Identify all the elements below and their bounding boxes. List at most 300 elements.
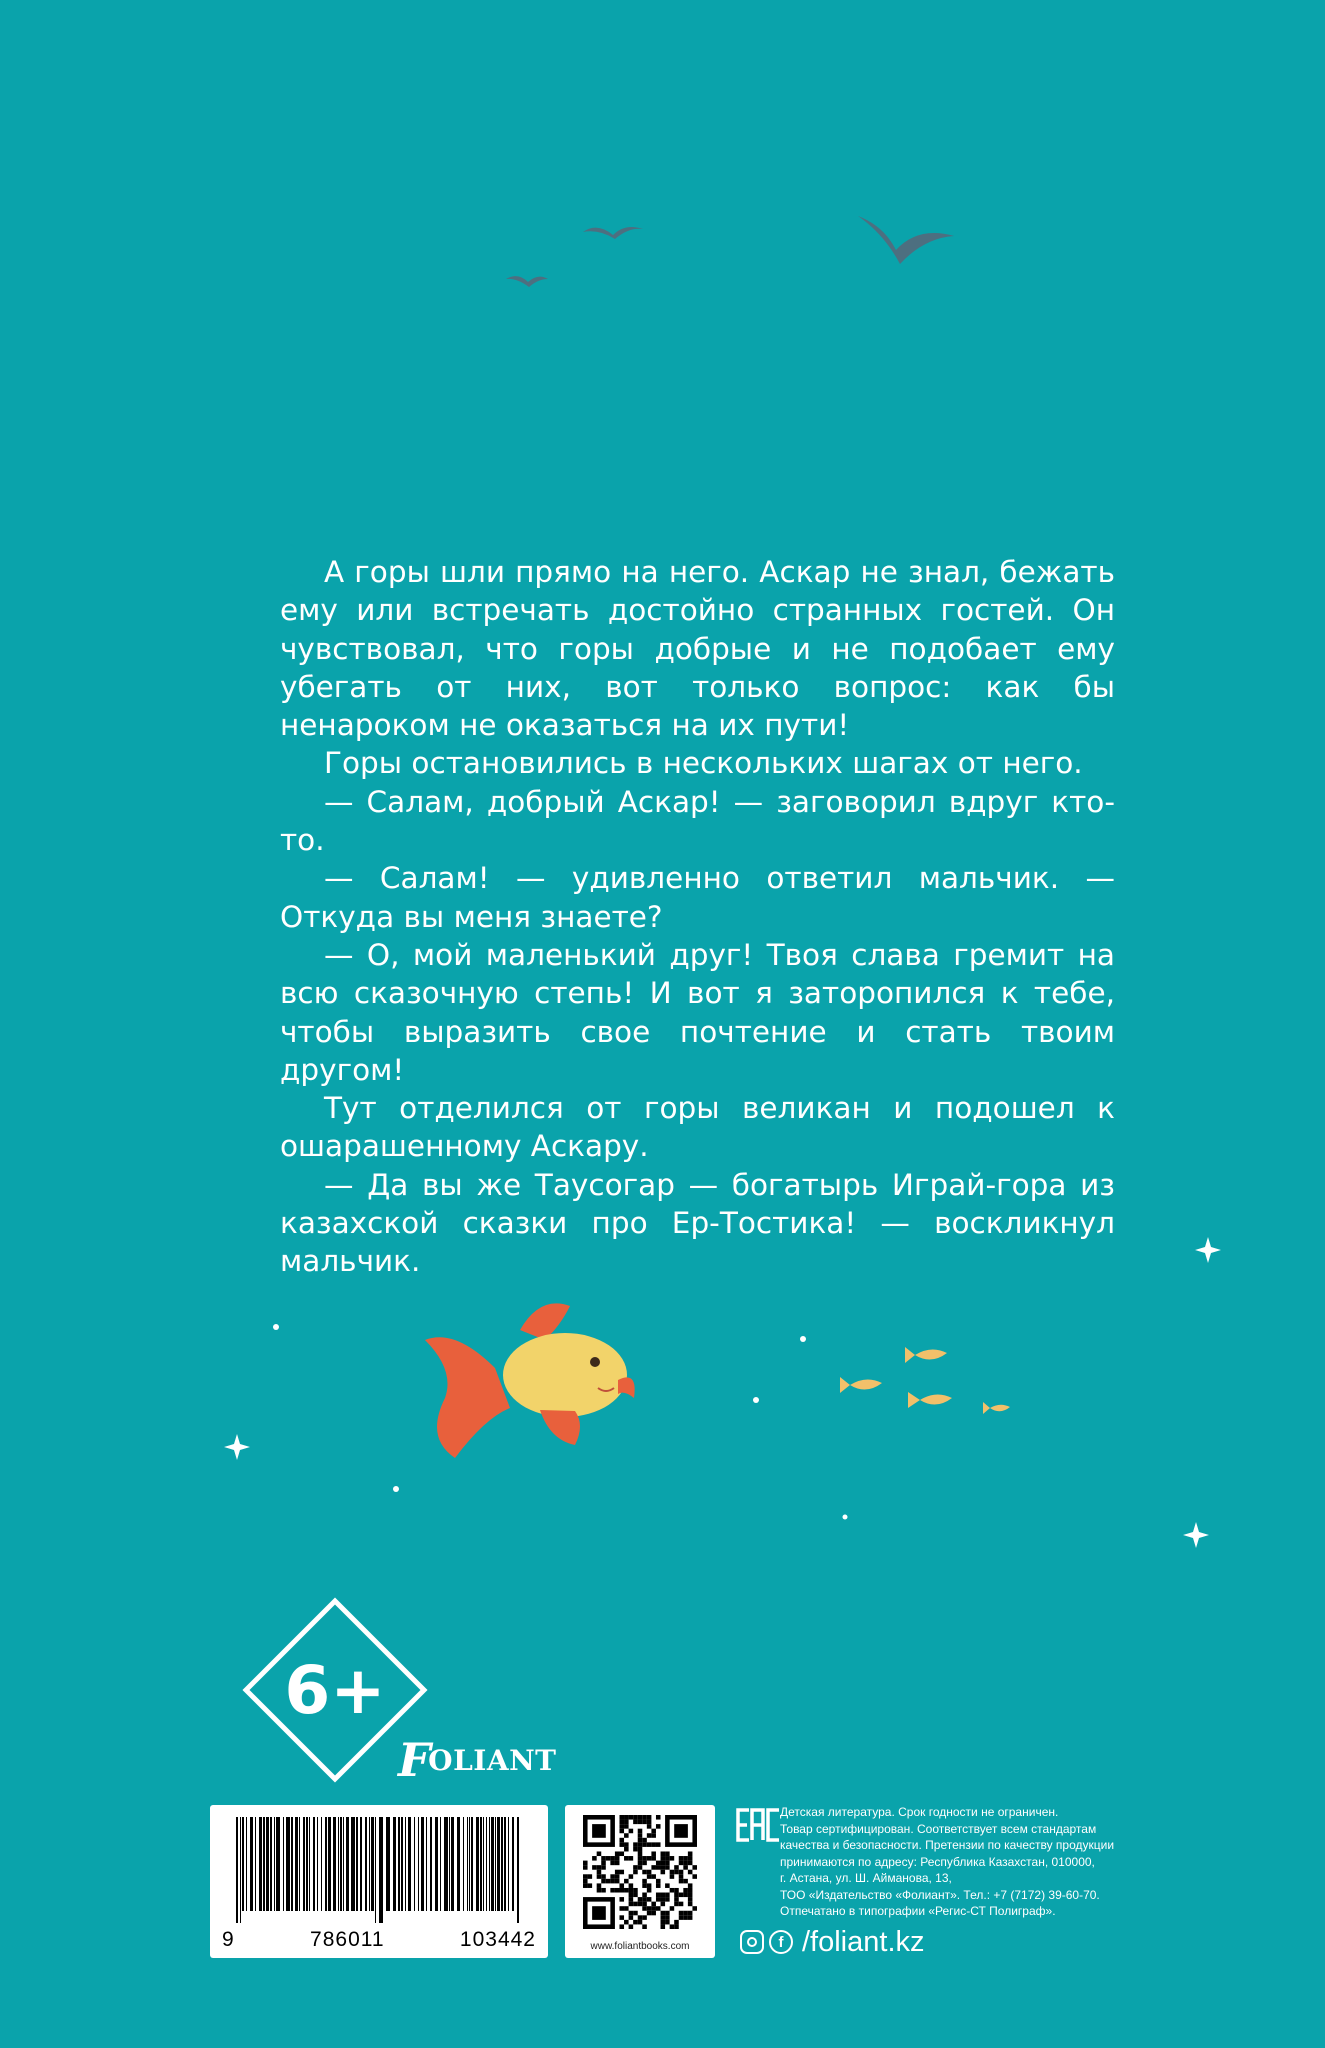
- qr-module: [583, 1865, 588, 1870]
- qr-module: [629, 1883, 634, 1888]
- qr-module: [615, 1870, 620, 1875]
- qr-module: [679, 1893, 684, 1898]
- qr-module: [679, 1870, 684, 1875]
- qr-module: [592, 1865, 597, 1870]
- qr-module: [661, 1870, 666, 1875]
- barcode-bar: [259, 1817, 262, 1911]
- qr-module: [583, 1861, 588, 1866]
- qr-module: [647, 1911, 652, 1916]
- barcode-bar: [393, 1817, 396, 1911]
- barcode-bar: [476, 1817, 479, 1911]
- qr-module: [642, 1842, 647, 1847]
- qr-module: [651, 1906, 656, 1911]
- qr-module: [670, 1870, 675, 1875]
- qr-module: [601, 1856, 606, 1861]
- qr-module: [688, 1861, 693, 1866]
- qr-module: [647, 1888, 652, 1893]
- qr-module: [683, 1861, 688, 1866]
- qr-module: [647, 1870, 652, 1875]
- qr-module: [638, 1861, 643, 1866]
- qr-module: [633, 1893, 638, 1898]
- qr-module: [601, 1874, 606, 1879]
- qr-module: [674, 1888, 679, 1893]
- qr-module: [624, 1842, 629, 1847]
- qr-module: [656, 1824, 661, 1829]
- qr-module: [583, 1874, 588, 1879]
- qr-module: [647, 1883, 652, 1888]
- barcode-bar: [295, 1817, 298, 1911]
- qr-module: [629, 1915, 634, 1920]
- qr-module: [606, 1879, 611, 1884]
- qr-module: [688, 1897, 693, 1902]
- small-fish-icon: [908, 1392, 952, 1408]
- qr-module: [665, 1897, 670, 1902]
- qr-module: [619, 1824, 624, 1829]
- qr-module: [647, 1856, 652, 1861]
- qr-module: [638, 1847, 643, 1852]
- barcode-bar: [405, 1817, 406, 1911]
- qr-module: [638, 1842, 643, 1847]
- qr-module: [688, 1902, 693, 1907]
- qr-module: [670, 1888, 675, 1893]
- qr-module: [651, 1874, 656, 1879]
- qr-module: [638, 1820, 643, 1825]
- qr-module: [629, 1902, 634, 1907]
- qr-module: [665, 1893, 670, 1898]
- facebook-icon: f: [769, 1930, 793, 1954]
- qr-module: [692, 1906, 697, 1911]
- barcode-bar: [333, 1817, 336, 1911]
- qr-module: [619, 1851, 624, 1856]
- story-paragraph: — Да вы же Таусогар — богатырь Играй-гора из казахской сказки про Ер-Тостика! — воскликнул мальчик.: [280, 1167, 1115, 1279]
- barcode-bar: [486, 1817, 487, 1911]
- barcode-bar: [508, 1817, 509, 1911]
- qr-module: [683, 1911, 688, 1916]
- qr-module: [624, 1820, 629, 1825]
- qr-module: [651, 1833, 656, 1838]
- qr-module: [633, 1842, 638, 1847]
- qr-module: [642, 1879, 647, 1884]
- qr-module: [629, 1888, 634, 1893]
- qr-module: [679, 1874, 684, 1879]
- qr-module: [674, 1902, 679, 1907]
- sparkle-icon: [843, 1515, 848, 1520]
- barcode-digit-group: 9: [222, 1928, 235, 1951]
- qr-module: [615, 1874, 620, 1879]
- qr-module: [679, 1911, 684, 1916]
- qr-module: [661, 1865, 666, 1870]
- qr-module: [638, 1856, 643, 1861]
- barcode-bars: [222, 1817, 536, 1927]
- instagram-icon: [740, 1930, 764, 1954]
- qr-module: [642, 1906, 647, 1911]
- qr-module: [597, 1865, 602, 1870]
- qr-module: [629, 1893, 634, 1898]
- qr-module: [624, 1856, 629, 1861]
- qr-module: [674, 1924, 679, 1929]
- qr-module: [597, 1888, 602, 1893]
- barcode-bar: [236, 1817, 238, 1923]
- publisher-logo: F OLIANT: [398, 1733, 557, 1787]
- barcode-bar: [483, 1817, 484, 1911]
- qr-module: [683, 1888, 688, 1893]
- qr-module: [619, 1842, 624, 1847]
- barcode-bar: [325, 1817, 327, 1911]
- barcode-bar: [328, 1817, 331, 1911]
- qr-module: [624, 1906, 629, 1911]
- sparkle-icon: [753, 1397, 759, 1403]
- qr-module: [661, 1911, 666, 1916]
- sparkle-icon: [393, 1486, 399, 1492]
- sparkle-icon: [224, 1434, 250, 1460]
- qr-module: [642, 1838, 647, 1843]
- bird-icon: [858, 216, 954, 264]
- barcode-digit-group: 103442: [459, 1928, 536, 1951]
- qr-module: [656, 1865, 661, 1870]
- qr-module: [656, 1897, 661, 1902]
- barcode-bar: [276, 1817, 280, 1911]
- qr-module: [619, 1906, 624, 1911]
- qr-module: [624, 1879, 629, 1884]
- qr-module: [633, 1888, 638, 1893]
- qr-module: [619, 1888, 624, 1893]
- barcode-bar: [250, 1817, 253, 1911]
- qr-module: [656, 1815, 661, 1820]
- qr-module: [651, 1842, 656, 1847]
- qr-module: [615, 1861, 620, 1866]
- qr-module: [619, 1829, 624, 1834]
- qr-module: [679, 1861, 684, 1866]
- sparkle-icon: [1195, 1237, 1221, 1263]
- qr-module: [619, 1897, 624, 1902]
- sparkle-icon: [273, 1324, 279, 1330]
- qr-module: [679, 1915, 684, 1920]
- legal-line: качества и безопасности. Претензии по качеству продукции: [780, 1838, 1115, 1852]
- barcode-bar: [418, 1817, 419, 1911]
- legal-line: ТОО «Издательство «Фолиант». Тел.: +7 (7172) 39-60-70.: [780, 1887, 1100, 1902]
- qr-module: [661, 1861, 666, 1866]
- qr-module: [610, 1879, 615, 1884]
- barcode-bar: [274, 1817, 275, 1911]
- barcode-bar: [255, 1817, 256, 1911]
- barcode-bar: [501, 1817, 503, 1911]
- qr-module: [670, 1874, 675, 1879]
- qr-module: [638, 1838, 643, 1843]
- qr-module: [661, 1856, 666, 1861]
- qr-module: [647, 1906, 652, 1911]
- barcode-bar: [517, 1817, 519, 1923]
- barcode-bar: [426, 1817, 427, 1911]
- legal-info: [780, 1804, 1175, 1920]
- qr-module: [661, 1924, 666, 1929]
- qr-module: [638, 1915, 643, 1920]
- qr-module: [629, 1897, 634, 1902]
- small-fish-icon: [905, 1347, 947, 1363]
- qr-module: [629, 1856, 634, 1861]
- qr-module: [624, 1833, 629, 1838]
- barcode-bar: [299, 1817, 300, 1911]
- qr-module: [597, 1883, 602, 1888]
- barcode-bar: [270, 1817, 272, 1911]
- qr-module: [661, 1897, 666, 1902]
- qr-module: [665, 1920, 670, 1925]
- barcode-bar: [375, 1817, 376, 1923]
- barcode-bar: [321, 1817, 322, 1911]
- legal-line: Детская литература. Срок годности не ограничен.: [780, 1805, 1059, 1819]
- barcode-bar: [489, 1817, 490, 1911]
- qr-module: [661, 1920, 666, 1925]
- qr-module: [610, 1888, 615, 1893]
- qr-module: [647, 1874, 652, 1879]
- barcode-bar: [451, 1817, 454, 1911]
- age-rating-label: 6+: [284, 1651, 386, 1729]
- website-link: /foliant.kz: [802, 1925, 925, 1958]
- qr-module: [642, 1902, 647, 1907]
- barcode-bar: [306, 1817, 308, 1911]
- qr-module: [651, 1829, 656, 1834]
- barcode-digits: [222, 1928, 536, 1952]
- qr-module: [656, 1879, 661, 1884]
- qr-module: [665, 1861, 670, 1866]
- small-fish-icon: [983, 1402, 1010, 1414]
- qr-module: [638, 1902, 643, 1907]
- qr-module: [601, 1879, 606, 1884]
- barcode-bar: [291, 1817, 293, 1911]
- qr-module: [665, 1915, 670, 1920]
- qr-module: [601, 1861, 606, 1866]
- qr-module: [592, 1856, 597, 1861]
- sparkle-icon: [800, 1336, 806, 1342]
- barcode-bar: [351, 1817, 355, 1911]
- qr-module: [665, 1851, 670, 1856]
- legal-line: г. Астана, ул. Ш. Айманова, 13,: [780, 1871, 952, 1885]
- barcode-bar: [430, 1817, 432, 1911]
- qr-module: [688, 1851, 693, 1856]
- qr-module: [638, 1833, 643, 1838]
- barcode-bar: [343, 1817, 344, 1911]
- barcode-bar: [463, 1817, 464, 1911]
- qr-module: [679, 1902, 684, 1907]
- qr-module: [665, 1865, 670, 1870]
- qr-module: [683, 1893, 688, 1898]
- barcode-bar: [414, 1817, 415, 1911]
- barcode-bar: [491, 1817, 494, 1911]
- qr-module: [642, 1870, 647, 1875]
- qr-module: [638, 1897, 643, 1902]
- qr-module: [674, 1893, 679, 1898]
- qr-module: [651, 1865, 656, 1870]
- qr-module: [642, 1815, 647, 1820]
- qr-module: [683, 1865, 688, 1870]
- qr-module: [688, 1856, 693, 1861]
- qr-module: [683, 1856, 688, 1861]
- qr-module: [670, 1856, 675, 1861]
- qr-module: [629, 1829, 634, 1834]
- barcode-bar: [497, 1817, 500, 1911]
- qr-module: [661, 1915, 666, 1920]
- qr-module: [656, 1861, 661, 1866]
- legal-line: Отпечатано в типографии «Регис-СТ Полиграф».: [780, 1904, 1056, 1918]
- barcode-bar: [338, 1817, 339, 1911]
- qr-module: [619, 1815, 624, 1820]
- legal-line: принимаются по адресу: Республика Казахстан, 010000,: [780, 1854, 1095, 1869]
- qr-module: [610, 1856, 615, 1861]
- barcode-bar: [303, 1817, 305, 1911]
- barcode-bar: [360, 1817, 362, 1911]
- qr-module: [619, 1883, 624, 1888]
- qr-module: [642, 1856, 647, 1861]
- qr-module: [670, 1906, 675, 1911]
- barcode-bar: [469, 1817, 470, 1911]
- qr-module: [597, 1870, 602, 1875]
- qr-module: [670, 1924, 675, 1929]
- qr-module: [688, 1883, 693, 1888]
- qr-module: [642, 1924, 647, 1929]
- barcode-bar: [471, 1817, 473, 1911]
- qr-module: [688, 1870, 693, 1875]
- story-paragraph: Горы остановились в нескольких шагах от него.: [324, 746, 1083, 781]
- qr-module: [647, 1824, 652, 1829]
- qr-module: [624, 1888, 629, 1893]
- qr-module: [679, 1879, 684, 1884]
- barcode-bar: [246, 1817, 247, 1911]
- story-paragraph: — Салам! — удивленно ответил мальчик. — Откуда вы меня знаете?: [280, 861, 1115, 934]
- small-fish-icon: [840, 1377, 882, 1393]
- qr-module: [642, 1897, 647, 1902]
- qr-module: [642, 1893, 647, 1898]
- qr-module: [610, 1861, 615, 1866]
- barcode-bar: [263, 1817, 265, 1911]
- qr-module: [633, 1920, 638, 1925]
- barcode-bar: [286, 1817, 290, 1911]
- qr-finder: [592, 1824, 606, 1838]
- qr-module: [624, 1815, 629, 1820]
- qr-module: [651, 1856, 656, 1861]
- barcode-bar: [504, 1817, 506, 1911]
- qr-module: [633, 1870, 638, 1875]
- barcode-bar: [379, 1817, 383, 1923]
- qr-module: [665, 1911, 670, 1916]
- qr-module: [647, 1897, 652, 1902]
- qr-module: [588, 1883, 593, 1888]
- qr-module: [615, 1879, 620, 1884]
- barcode-bar: [346, 1817, 349, 1911]
- qr-module: [674, 1897, 679, 1902]
- qr-module: [624, 1824, 629, 1829]
- barcode-bar: [512, 1817, 514, 1911]
- goldfish-icon: [425, 1303, 635, 1458]
- qr-finder: [592, 1906, 606, 1920]
- qr-module: [638, 1829, 643, 1834]
- qr-module: [633, 1902, 638, 1907]
- small-fish-group: [840, 1347, 1010, 1414]
- qr-module: [647, 1842, 652, 1847]
- qr-module: [661, 1902, 666, 1907]
- qr-module: [656, 1906, 661, 1911]
- barcode-bar: [449, 1817, 450, 1911]
- qr-module: [656, 1893, 661, 1898]
- barcode-bar: [386, 1817, 390, 1911]
- qr-module: [679, 1856, 684, 1861]
- barcode-bar: [421, 1817, 424, 1911]
- qr-module: [629, 1815, 634, 1820]
- qr-module: [642, 1915, 647, 1920]
- barcode-bar: [435, 1817, 438, 1911]
- qr-module: [692, 1874, 697, 1879]
- barcode-bar: [242, 1817, 244, 1911]
- qr-module: [688, 1915, 693, 1920]
- qr-module: [647, 1820, 652, 1825]
- qr-module: [615, 1888, 620, 1893]
- qr-module: [619, 1915, 624, 1920]
- qr-code: [565, 1805, 715, 1958]
- qr-module: [619, 1870, 624, 1875]
- barcode-bar: [266, 1817, 269, 1911]
- sparkles: [224, 1237, 1221, 1548]
- qr-module: [583, 1879, 588, 1884]
- legal-line: Товар сертифицирован. Соответствует всем стандартам: [780, 1821, 1097, 1836]
- qr-module: [624, 1847, 629, 1852]
- isbn-barcode: [210, 1805, 548, 1958]
- qr-module: [674, 1870, 679, 1875]
- barcode-digit-group: 786011: [310, 1928, 385, 1951]
- barcode-bar: [340, 1817, 342, 1911]
- qr-module: [651, 1851, 656, 1856]
- barcode-bar: [408, 1817, 411, 1911]
- birds-illustration: [0, 0, 1325, 400]
- qr-module: [606, 1856, 611, 1861]
- qr-module: [601, 1888, 606, 1893]
- qr-module: [638, 1865, 643, 1870]
- qr-module: [597, 1851, 602, 1856]
- barcode-bar: [457, 1817, 460, 1911]
- qr-module: [665, 1883, 670, 1888]
- qr-module: [588, 1874, 593, 1879]
- bird-icon: [583, 227, 643, 239]
- qr-module: [688, 1888, 693, 1893]
- qr-module: [633, 1847, 638, 1852]
- barcode-bar: [401, 1817, 403, 1911]
- qr-module: [688, 1911, 693, 1916]
- barcode-bar: [317, 1817, 318, 1911]
- bird-icon: [506, 276, 548, 287]
- qr-module: [615, 1851, 620, 1856]
- qr-module: [633, 1815, 638, 1820]
- qr-module: [651, 1911, 656, 1916]
- barcode-bar: [495, 1817, 496, 1911]
- qr-url: www.foliantbooks.com: [590, 1941, 690, 1952]
- story-paragraph: А горы шли прямо на него. Аскар не знал, бежать ему или встречать достойно странных гостей. Он чувствовал, что горы добрые и не подобает ему убегать от них, вот только вопрос: как бы ненароком не оказаться на их пути!: [280, 555, 1115, 743]
- qr-module: [638, 1815, 643, 1820]
- barcode-bar: [313, 1817, 315, 1911]
- qr-module: [674, 1865, 679, 1870]
- sparkle-icon: [1183, 1522, 1209, 1548]
- qr-module: [656, 1883, 661, 1888]
- qr-module: [638, 1851, 643, 1856]
- barcode-bar: [369, 1817, 370, 1911]
- qr-module: [683, 1879, 688, 1884]
- qr-module: [674, 1920, 679, 1925]
- qr-module: [629, 1911, 634, 1916]
- qr-module: [661, 1851, 666, 1856]
- qr-module: [638, 1920, 643, 1925]
- barcode-bar: [371, 1817, 374, 1911]
- qr-module: [642, 1883, 647, 1888]
- qr-module: [642, 1861, 647, 1866]
- qr-module: [647, 1833, 652, 1838]
- qr-module: [624, 1920, 629, 1925]
- qr-module: [656, 1842, 661, 1847]
